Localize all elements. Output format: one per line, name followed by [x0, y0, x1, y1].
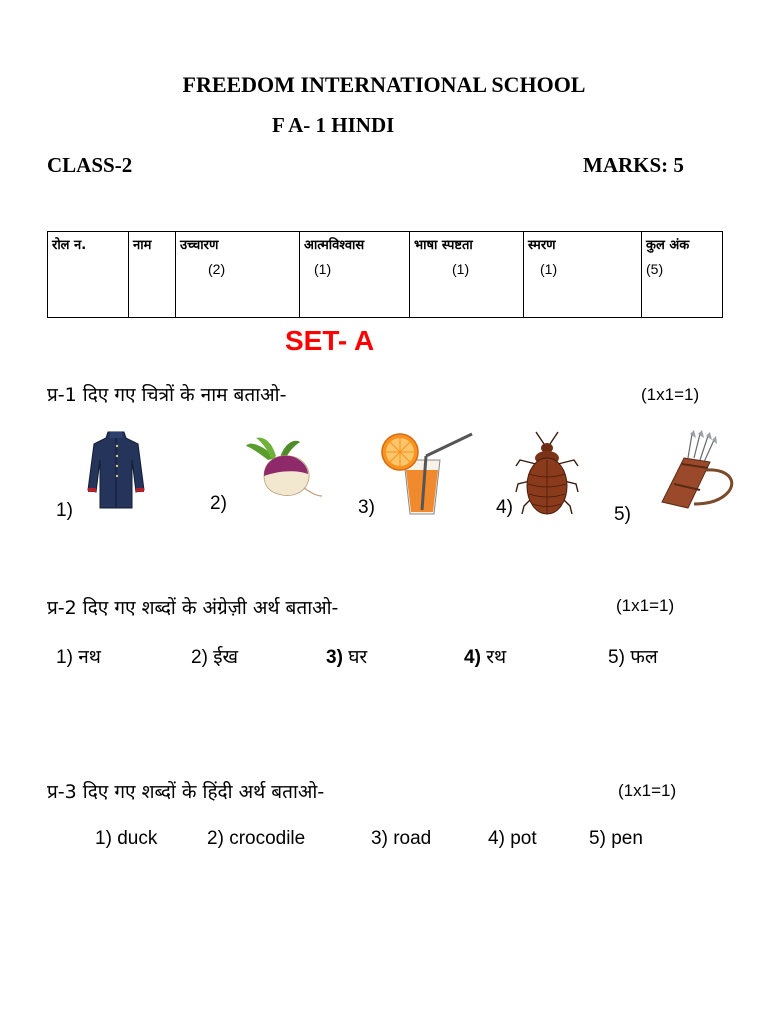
question-1-score: (1x1=1) [641, 385, 700, 404]
item-number: 1) [95, 828, 112, 849]
english-word: pen [611, 828, 643, 849]
table-cell-confidence [300, 232, 410, 318]
juice-glass-image [378, 430, 474, 516]
marks-label: MARKS: 5 [583, 153, 684, 177]
exam-title: F A- 1 HINDI [272, 113, 395, 137]
max-marks: (5) [646, 261, 664, 277]
marks-table [47, 231, 723, 318]
column-header: आत्मविश्वास [304, 238, 365, 253]
quiver-image [654, 428, 746, 516]
list-item [589, 828, 643, 850]
max-marks: (1) [452, 261, 470, 277]
column-header: नाम [133, 238, 152, 253]
picture-number-1: 1) [56, 500, 73, 521]
max-marks: (1) [314, 261, 332, 277]
list-item [608, 643, 658, 669]
list-item [207, 828, 305, 850]
list-item [326, 643, 367, 669]
item-number: 2) [207, 828, 224, 849]
max-marks: (2) [208, 261, 226, 277]
question-2-score: (1x1=1) [616, 596, 675, 615]
picture-number-2: 2) [210, 493, 227, 514]
turnip-image [242, 436, 324, 502]
list-item [95, 828, 157, 850]
list-item [56, 643, 101, 669]
table-cell-clarity [410, 232, 524, 318]
picture-number-4: 4) [496, 497, 513, 518]
question-3-score: (1x1=1) [618, 781, 677, 800]
column-header: स्मरण [528, 238, 556, 253]
school-name: FREEDOM INTERNATIONAL SCHOOL [182, 72, 586, 97]
item-number: 4) [464, 647, 481, 668]
bed-bug-image [514, 430, 580, 518]
hindi-word: फल [630, 647, 658, 668]
english-word: pot [510, 828, 537, 849]
list-item [488, 828, 537, 850]
item-number: 2) [191, 647, 208, 668]
set-label: SET- A [285, 325, 375, 356]
column-header: कुल अंक [646, 238, 690, 253]
max-marks: (1) [540, 261, 558, 277]
hindi-word: ईख [213, 647, 239, 668]
hindi-word: नथ [78, 647, 101, 668]
item-number: 3) [326, 647, 343, 668]
item-number: 5) [589, 828, 606, 849]
table-cell-roll [48, 232, 129, 318]
class-label: CLASS-2 [47, 153, 133, 177]
english-word: crocodile [229, 828, 306, 849]
column-header: उच्चारण [180, 238, 219, 253]
list-item [191, 643, 238, 669]
question-3-title: प्र-3 दिए गए शब्दों के हिंदी अर्थ बताओ- [47, 781, 325, 803]
item-number: 1) [56, 647, 73, 668]
table-cell-total [642, 232, 723, 318]
table-row [48, 232, 723, 318]
question-1-title: प्र-1 दिए गए चित्रों के नाम बताओ- [47, 384, 287, 406]
sherwani-image [86, 430, 146, 512]
item-number: 4) [488, 828, 505, 849]
english-word: duck [117, 828, 158, 849]
hindi-word: रथ [486, 647, 507, 668]
table-cell-pronunciation [176, 232, 300, 318]
table-cell-memory [524, 232, 642, 318]
picture-number-3: 3) [358, 497, 375, 518]
list-item [371, 828, 431, 850]
column-header: भाषा स्पष्टता [414, 238, 473, 253]
question-2-title: प्र-2 दिए गए शब्दों के अंग्रेज़ी अर्थ बताओ- [47, 597, 339, 619]
picture-number-5: 5) [614, 504, 631, 525]
list-item [464, 643, 506, 669]
item-number: 3) [371, 828, 388, 849]
table-cell-name [129, 232, 176, 318]
column-header: रोल न. [52, 238, 87, 253]
item-number: 5) [608, 647, 625, 668]
english-word: road [393, 828, 432, 849]
hindi-word: घर [348, 647, 368, 668]
